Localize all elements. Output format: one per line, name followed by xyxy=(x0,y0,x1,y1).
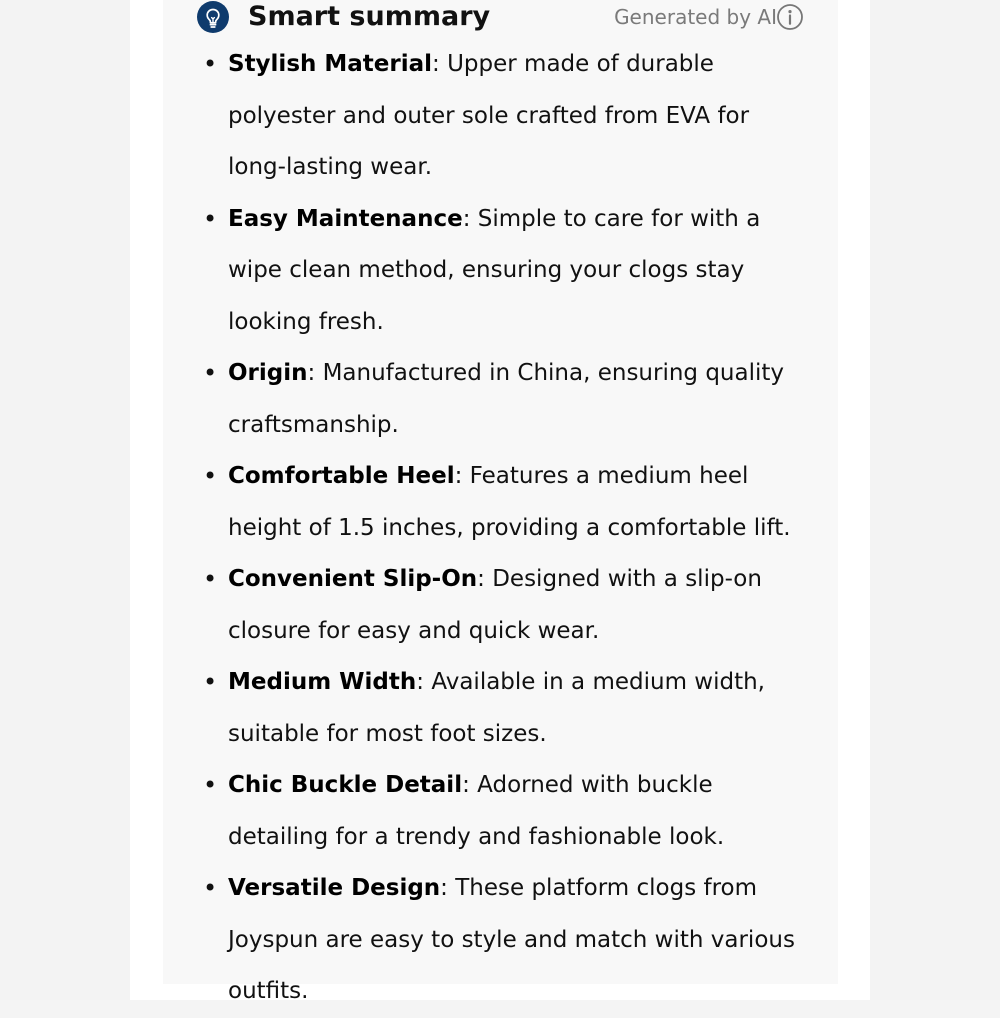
feature-term: Convenient Slip-On xyxy=(228,566,478,592)
list-item xyxy=(203,194,813,349)
bullet: • xyxy=(203,874,218,902)
list-item xyxy=(203,657,813,760)
feature-term: Chic Buckle Detail xyxy=(228,772,463,798)
bullet: • xyxy=(203,359,218,387)
bullet: • xyxy=(203,565,218,593)
bullet: • xyxy=(203,462,218,490)
feature-description: : These platform clogs from Joyspun are easy to style and match with various outfits. xyxy=(228,875,795,1004)
feature-description: : Features a medium heel height of 1.5 inches, providing a comfortable lift. xyxy=(228,463,791,541)
info-icon[interactable] xyxy=(776,3,804,31)
summary-title: Smart summary xyxy=(248,1,491,32)
lightbulb-icon xyxy=(197,1,229,33)
feature-description: : Upper made of durable polyester and outer sole crafted from EVA for long-lasting wear. xyxy=(228,51,750,180)
feature-term: Comfortable Heel xyxy=(228,463,455,489)
bullet: • xyxy=(203,771,218,799)
feature-term: Easy Maintenance xyxy=(228,205,463,232)
feature-description: : Designed with a slip-on closure for easy and quick wear. xyxy=(228,566,762,644)
feature-description: : Manufactured in China, ensuring quality craftsmanship. xyxy=(228,360,785,438)
feature-term: Stylish Material xyxy=(228,51,433,77)
bullet: • xyxy=(203,204,218,233)
bullet: • xyxy=(203,50,218,78)
list-item xyxy=(203,863,813,1018)
summary-list xyxy=(203,39,813,1018)
feature-description: : Simple to care for with a wipe clean method, ensuring your clogs stay looking fresh. xyxy=(228,205,761,335)
list-item xyxy=(203,348,813,451)
list-item xyxy=(203,39,813,194)
feature-description: : Adorned with buckle detailing for a trendy and fashionable look. xyxy=(228,772,725,850)
feature-description: : Available in a medium width, suitable for most foot sizes. xyxy=(228,669,765,747)
list-item xyxy=(203,760,813,863)
list-item xyxy=(203,451,813,554)
summary-header xyxy=(163,0,838,38)
bullet: • xyxy=(203,668,218,696)
feature-term: Medium Width xyxy=(228,669,417,695)
feature-term: Versatile Design xyxy=(228,875,441,901)
list-item xyxy=(203,554,813,657)
generated-by-ai-label: Generated by AI xyxy=(614,5,777,29)
feature-term: Origin xyxy=(228,360,308,386)
smart-summary-card xyxy=(163,0,838,1004)
